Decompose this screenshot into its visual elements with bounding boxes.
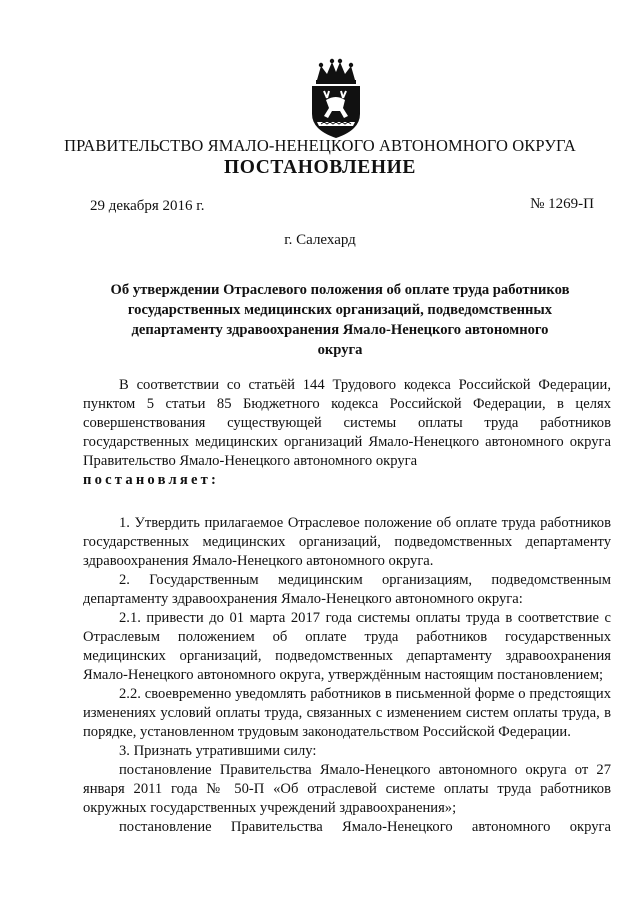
coat-of-arms-icon xyxy=(303,58,369,140)
document-number: № 1269-П xyxy=(530,196,594,212)
document-city: г. Салехард xyxy=(284,232,356,248)
paragraph-2-2: 2.2. своевременно уведомлять работников в письменной форме о предстоящих изменениях условий оплаты труда, связанных с изменением систем оплаты труда, в порядке, установленном трудовым законодательством Российской Федерации. xyxy=(83,686,611,740)
paragraph-2-1: 2.1. привести до 01 марта 2017 года системы оплаты труда в соответствие с Отраслевым положением об оплате труда работников государственных медицинских организаций, подведомственных департаменту здравоохранения Ямало-Ненецкого автономного округа, утверждённым настоящим постановлением; xyxy=(83,610,611,683)
resolves-word: постановляет: xyxy=(83,472,220,488)
document-type: ПОСТАНОВЛЕНИЕ xyxy=(223,157,417,178)
paragraph-1: 1. Утвердить прилагаемое Отраслевое положение об оплате труда работников государственных медицинских организаций, подведомственных департаменту здравоохранения Ямало-Ненецкого автономного округа. xyxy=(83,515,611,569)
document-body xyxy=(83,376,611,837)
paragraph-3: 3. Признать утратившими силу: xyxy=(119,743,317,759)
preamble-paragraph: В соответствии со статьёй 144 Трудового кодекса Российской Федерации, пунктом 5 статьи 85 Бюджетного кодекса Российской Федерации, в целях совершенствования существующей системы оплаты труда работников государственных медицинских организаций Ямало-Ненецкого автономного округа Правительство Ямало-Ненецкого автономного округа xyxy=(83,377,611,469)
document-date: 29 декабря 2016 г. xyxy=(90,198,205,214)
government-name: ПРАВИТЕЛЬСТВО ЯМАЛО-НЕНЕЦКОГО АВТОНОМНОГО ОКРУГА xyxy=(64,136,576,155)
document-title: Об утверждении Отраслевого положения об оплате труда работников государственных медицинских организаций, подведомственных департаменту здравоохранения Ямало-Ненецкого автономного округа xyxy=(110,282,570,358)
repealed-item-2: постановление Правительства Ямало-Ненецкого автономного округа xyxy=(119,819,611,835)
repealed-item-1: постановление Правительства Ямало-Ненецкого автономного округа от 27 января 2011 года № 50-П «Об отраслевой системе оплаты труда работников окружных государственных учреждений здравоохранения»; xyxy=(83,762,611,816)
paragraph-2: 2. Государственным медицинским организациям, подведомственным департаменту здравоохранения Ямало-Ненецкого автономного округа: xyxy=(83,572,611,607)
